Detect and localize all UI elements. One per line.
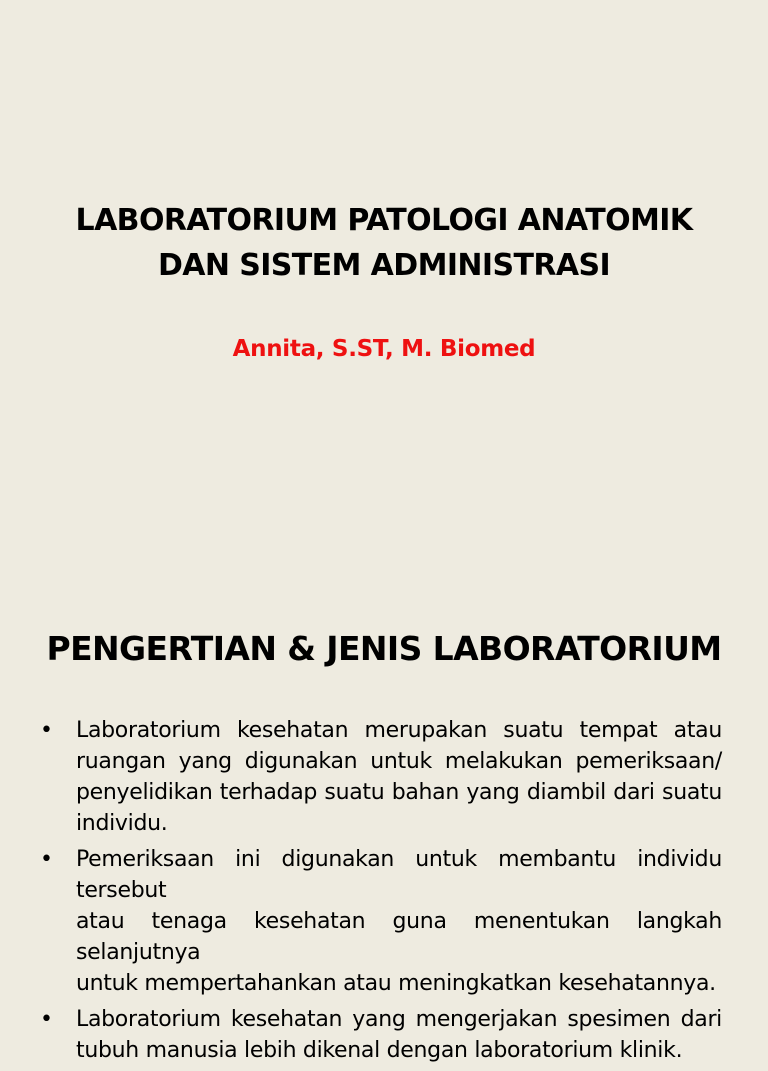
- bullet-line: tersebut: [76, 878, 167, 903]
- list-item: [40, 715, 722, 839]
- list-item: [40, 844, 722, 999]
- section-heading: PENGERTIAN & JENIS LABORATORIUM: [46, 629, 722, 668]
- bullet-line: penyelidikan terhadap suatu bahan yang diambil dari suatu: [76, 780, 722, 805]
- content-slide: [0, 576, 768, 1063]
- bullet-text: [76, 844, 722, 999]
- title-line-2: DAN SISTEM ADMINISTRASI: [157, 248, 611, 283]
- bullet-line: Laboratorium kesehatan merupakan suatu tempat atau: [76, 718, 722, 743]
- bullet-line: atau tenaga kesehatan guna menentukan langkah selanjutnya: [76, 909, 722, 965]
- list-item: [40, 1004, 722, 1066]
- bullet-line: tubuh manusia lebih dikenal dengan laboratorium klinik.: [76, 1038, 683, 1063]
- bullet-list: [40, 715, 722, 1071]
- bullet-line: Pemeriksaan ini digunakan untuk membantu individu: [76, 847, 722, 872]
- bullet-icon: •: [40, 847, 53, 872]
- bullet-line: Laboratorium kesehatan yang mengerjakan spesimen dari: [76, 1007, 722, 1032]
- bullet-icon: •: [40, 1007, 53, 1032]
- page-title: [0, 198, 768, 288]
- author-name: Annita, S.ST, M. Biomed: [232, 336, 536, 362]
- bullet-line: individu.: [76, 811, 168, 836]
- bullet-text: [76, 715, 722, 839]
- bullet-icon: •: [40, 718, 53, 743]
- bullet-text: [76, 1004, 722, 1066]
- bullet-line: ruangan yang digunakan untuk melakukan pemeriksaan/: [76, 749, 722, 774]
- title-line-1: LABORATORIUM PATOLOGI ANATOMIK: [75, 203, 693, 238]
- bullet-line: untuk mempertahankan atau meningkatkan kesehatannya.: [76, 971, 716, 996]
